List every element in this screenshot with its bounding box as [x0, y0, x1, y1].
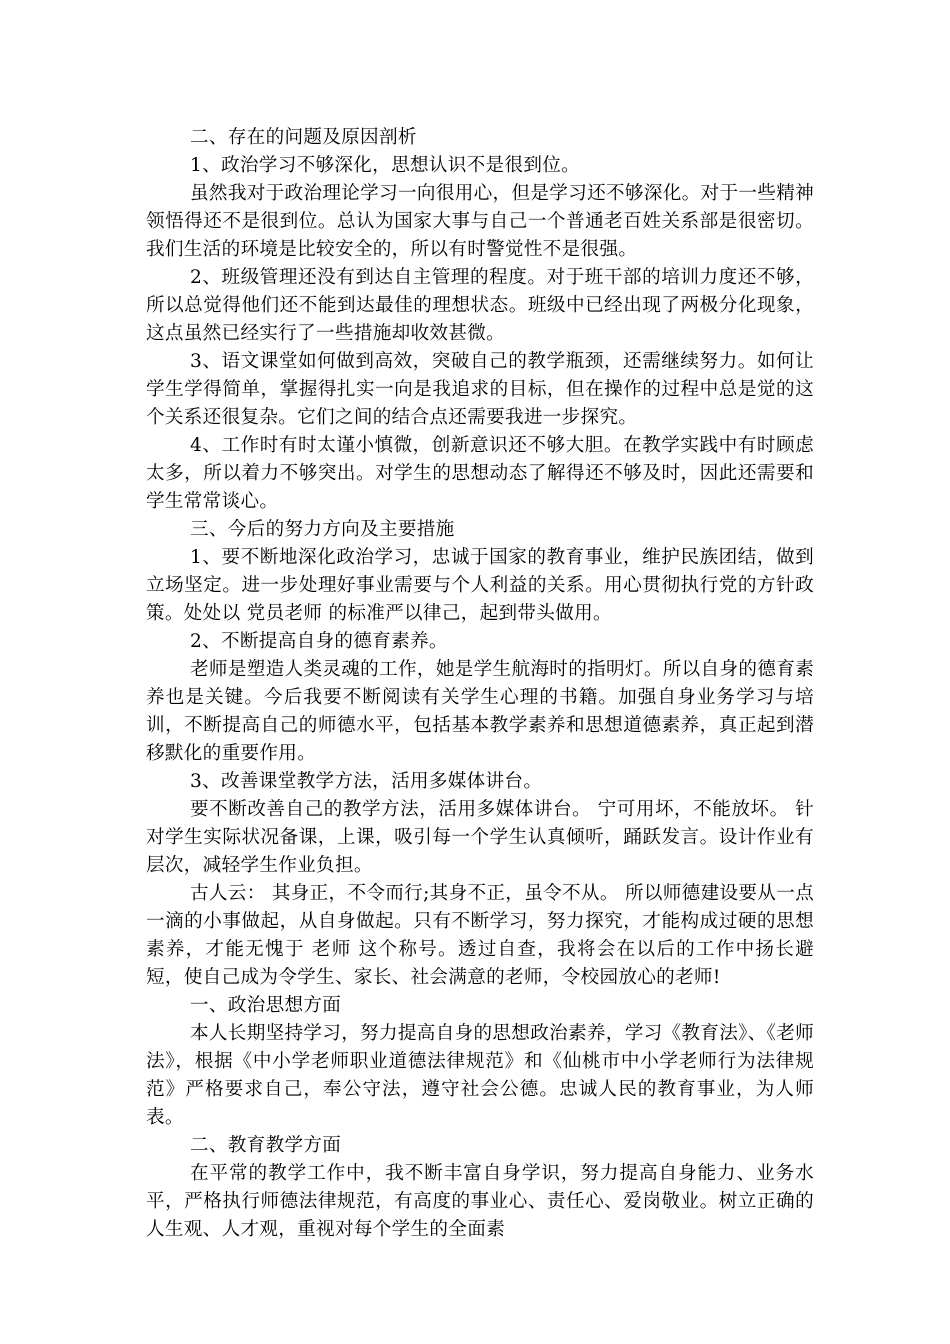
problem-item-1-heading: 1、政治学习不够深化，思想认识不是很到位。: [190, 155, 581, 176]
section-heading-problems: 二、存在的问题及原因剖析: [190, 127, 417, 148]
document-page: [146, 124, 814, 1244]
section-heading-political: 一、政治思想方面: [190, 995, 342, 1016]
problem-item-2: 2、班级管理还没有到达自主管理的程度。对于班干部的培训力度还不够，所以总觉得他们还不能到达最佳的理想状态。班级中已经出现了两极分化现象，这点虽然已经实行了一些措施却收效甚微。: [146, 267, 814, 344]
section-heading-measures: 三、今后的努力方向及主要措施: [190, 519, 455, 540]
measure-item-2-heading: 2、不断提高自身的德育素养。: [190, 631, 448, 652]
measure-item-1: 1、要不断地深化政治学习，忠诚于国家的教育事业，维护民族团结，做到立场坚定。进一步处理好事业需要与个人利益的关系。用心贯彻执行党的方针政策。处处以 党员老师 的标准严以律己，起到带头做用。: [146, 547, 814, 624]
measure-item-3-heading: 3、改善课堂教学方法，活用多媒体讲台。: [190, 771, 543, 792]
teaching-body: 在平常的教学工作中，我不断丰富自身学识，努力提高自身能力、业务水平，严格执行师德法律规范，有高度的事业心、责任心、爱岗敬业。树立正确的人生观、人才观，重视对每个学生的全面素: [146, 1163, 814, 1240]
political-body: 本人长期坚持学习，努力提高自身的思想政治素养，学习《教育法》、《老师法》，根据《中小学老师职业道德法律规范》和《仙桃市中小学老师行为法律规范》严格要求自己，奉公守法，遵守社会公德。忠诚人民的教育事业，为人师表。: [146, 1023, 814, 1128]
section-heading-teaching: 二、教育教学方面: [190, 1135, 342, 1156]
problem-item-4: 4、工作时有时太谨小慎微，创新意识还不够大胆。在教学实践中有时顾虑太多，所以着力不够突出。对学生的思想动态了解得还不够及时，因此还需要和学生常常谈心。: [146, 435, 814, 512]
measure-item-2-body: 老师是塑造人类灵魂的工作，她是学生航海时的指明灯。所以自身的德育素养也是关键。今后我要不断阅读有关学生心理的书籍。加强自身业务学习与培训，不断提高自己的师德水平，包括基本教学素养和思想道德素养，真正起到潜移默化的重要作用。: [146, 659, 814, 764]
problem-item-3: 3、语文课堂如何做到高效，突破自己的教学瓶颈，还需继续努力。如何让学生学得简单，掌握得扎实一向是我追求的目标，但在操作的过程中总是觉的这个关系还很复杂。它们之间的结合点还需要我进一步探究。: [146, 351, 814, 428]
problem-item-1-body: 虽然我对于政治理论学习一向很用心，但是学习还不够深化。对于一些精神领悟得还不是很到位。总认为国家大事与自己一个普通老百姓关系部是很密切。我们生活的环境是比较安全的，所以有时警觉性不是很强。: [146, 183, 814, 260]
conclusion-paragraph: 古人云： 其身正，不令而行;其身不正，虽令不从。 所以师德建设要从一点一滴的小事做起，从自身做起。只有不断学习，努力探究，才能构成过硬的思想素养，才能无愧于 老师 这个称号。透过自查，我将会在以后的工作中扬长避短，使自己成为令学生、家长、社会满意的老师，令校园放心的老师!: [146, 883, 814, 988]
measure-item-3-body: 要不断改善自己的教学方法，活用多媒体讲台。 宁可用坏，不能放坏。 针对学生实际状况备课，上课，吸引每一个学生认真倾听，踊跃发言。设计作业有层次，减轻学生作业负担。: [146, 799, 814, 876]
